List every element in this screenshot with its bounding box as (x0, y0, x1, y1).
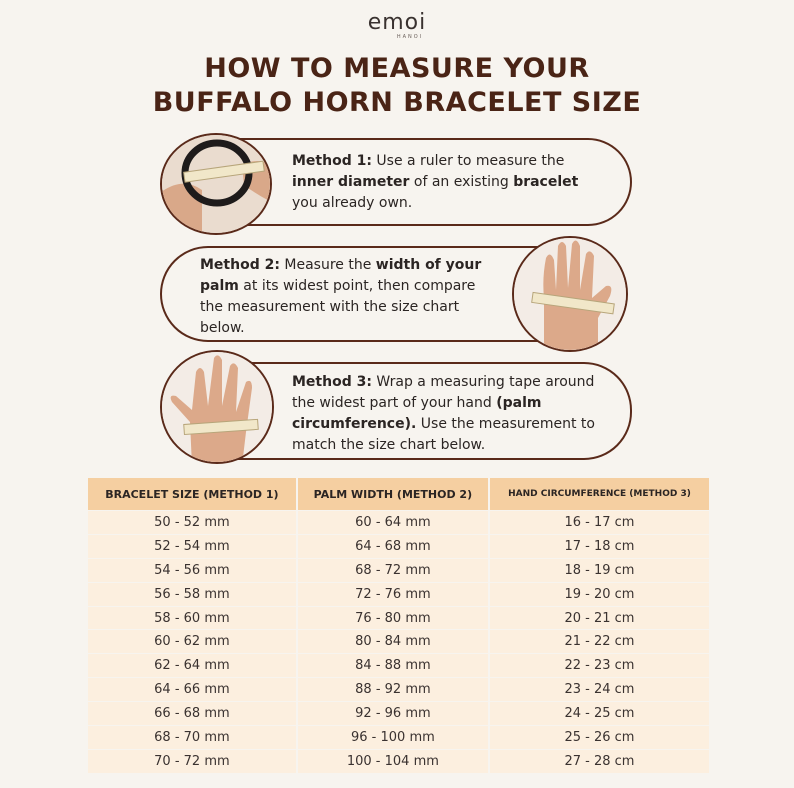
cell-bracelet-size: 62 - 64 mm (88, 654, 297, 678)
cell-hand-circumference: 22 - 23 cm (489, 654, 709, 678)
cell-palm-width: 96 - 100 mm (297, 726, 489, 750)
method-3-text: Method 3: Wrap a measuring tape around the widest part of your hand (palm circumference). Use the measurement to match the size chart below. (292, 374, 595, 453)
cell-hand-circumference: 21 - 22 cm (489, 630, 709, 654)
method-1-label: Method 1: (292, 153, 372, 169)
method-2-text: Method 2: Measure the width of your palm at its widest point, then compare the measurement with the size chart below. (200, 257, 482, 336)
method-2-label: Method 2: (200, 257, 280, 273)
brand-name: emoi (367, 10, 427, 35)
cell-bracelet-size: 52 - 54 mm (88, 534, 297, 558)
measuring-tape-icon (162, 352, 274, 464)
table-row (88, 582, 709, 606)
size-chart-table (88, 478, 709, 773)
table-row (88, 534, 709, 558)
cell-bracelet-size: 50 - 52 mm (88, 511, 297, 535)
header-hand-circumference: HAND CIRCUMFERENCE (METHOD 3) (489, 478, 709, 511)
bracelet-icon (162, 135, 272, 235)
cell-palm-width: 76 - 80 mm (297, 606, 489, 630)
cell-bracelet-size: 56 - 58 mm (88, 582, 297, 606)
table-row (88, 702, 709, 726)
header-palm-width: PALM WIDTH (METHOD 2) (297, 478, 489, 511)
cell-bracelet-size: 68 - 70 mm (88, 726, 297, 750)
brand-sub: HANOI (396, 34, 424, 40)
cell-palm-width: 80 - 84 mm (297, 630, 489, 654)
table-row (88, 749, 709, 772)
brand-logo (0, 10, 794, 40)
cell-palm-width: 84 - 88 mm (297, 654, 489, 678)
cell-hand-circumference: 27 - 28 cm (489, 749, 709, 772)
cell-bracelet-size: 58 - 60 mm (88, 606, 297, 630)
cell-palm-width: 72 - 76 mm (297, 582, 489, 606)
cell-bracelet-size: 70 - 72 mm (88, 749, 297, 772)
table-row (88, 654, 709, 678)
cell-bracelet-size: 60 - 62 mm (88, 630, 297, 654)
table-row (88, 511, 709, 535)
ruler-bracelet-illustration (160, 133, 272, 235)
page-title-line1: HOW TO MEASURE YOUR (204, 53, 590, 84)
palm-width-illustration (512, 236, 628, 352)
cell-hand-circumference: 17 - 18 cm (489, 534, 709, 558)
page-title-line2: BUFFALO HORN BRACELET SIZE (152, 87, 642, 118)
cell-palm-width: 92 - 96 mm (297, 702, 489, 726)
cell-bracelet-size: 66 - 68 mm (88, 702, 297, 726)
cell-hand-circumference: 16 - 17 cm (489, 511, 709, 535)
cell-palm-width: 68 - 72 mm (297, 558, 489, 582)
table-row (88, 678, 709, 702)
table-row (88, 726, 709, 750)
cell-palm-width: 100 - 104 mm (297, 749, 489, 772)
hand-circumference-illustration (160, 350, 274, 464)
cell-hand-circumference: 18 - 19 cm (489, 558, 709, 582)
cell-hand-circumference: 19 - 20 cm (489, 582, 709, 606)
header-bracelet-size: BRACELET SIZE (METHOD 1) (88, 478, 297, 511)
method-3-label: Method 3: (292, 374, 372, 390)
cell-hand-circumference: 23 - 24 cm (489, 678, 709, 702)
cell-hand-circumference: 24 - 25 cm (489, 702, 709, 726)
table-row (88, 558, 709, 582)
table-row (88, 606, 709, 630)
cell-palm-width: 64 - 68 mm (297, 534, 489, 558)
cell-bracelet-size: 54 - 56 mm (88, 558, 297, 582)
table-row (88, 630, 709, 654)
cell-hand-circumference: 20 - 21 cm (489, 606, 709, 630)
hand-icon (514, 238, 628, 352)
table-header-row (88, 478, 709, 511)
cell-bracelet-size: 64 - 66 mm (88, 678, 297, 702)
cell-hand-circumference: 25 - 26 cm (489, 726, 709, 750)
method-1-text: Method 1: Use a ruler to measure the inner diameter of an existing bracelet you already own. (292, 153, 579, 211)
cell-palm-width: 60 - 64 mm (297, 511, 489, 535)
cell-palm-width: 88 - 92 mm (297, 678, 489, 702)
